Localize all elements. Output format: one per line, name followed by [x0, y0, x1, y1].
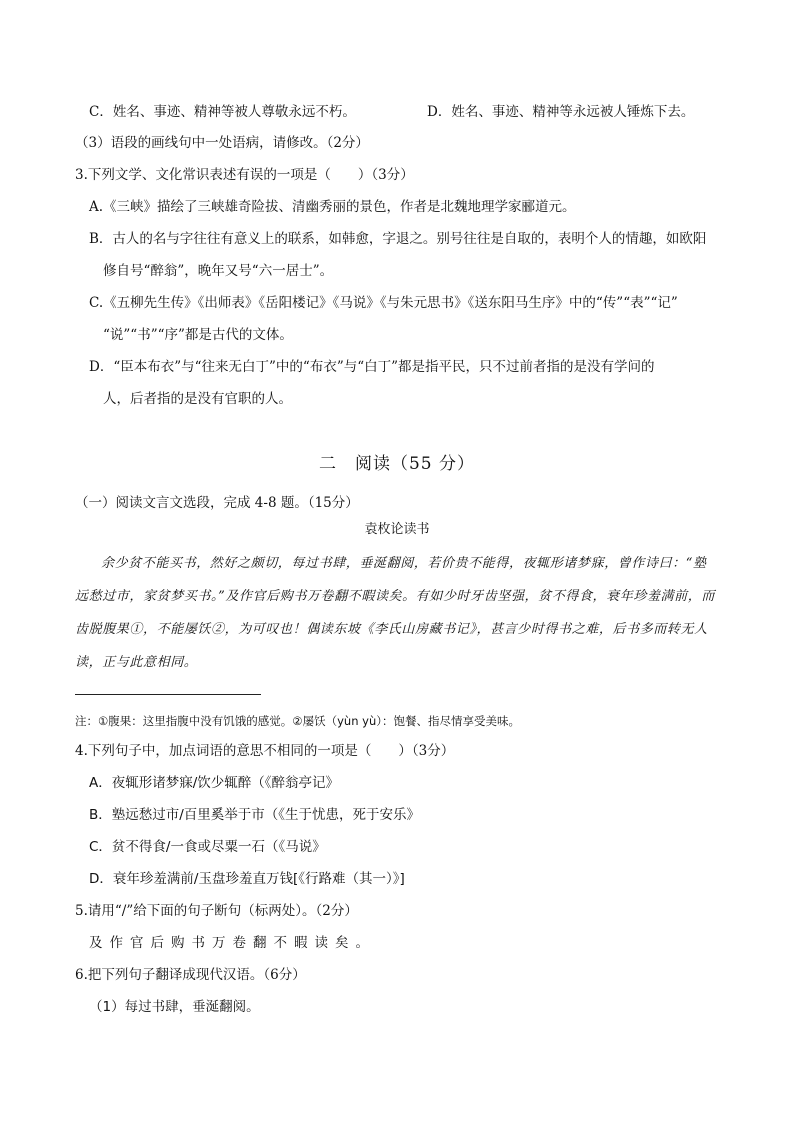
q2-sub-question-3: （3）语段的画线句中一处语病，请修改。（2分） [75, 135, 369, 151]
q4-option-a: A．夜辄形诸梦寐/饮少辄醉（《醉翁亭记》 [89, 775, 340, 791]
q3-option-c-line2: “说”“书”“序”都是古代的文体。 [103, 327, 293, 343]
classical-passage: 余少贫不能买书，然好之颇切，每过书肆，垂涎翻阅，若价贵不能得，夜辄形诸梦寐，曾作诗曰：“塾远愁过市，家贫梦买书。”及作官后购书万卷翻不暇读矣。有如少时牙齿坚强，贫不得食，衰年珍羞满前，而齿脱腹果①，不能屡饫②，为可叹也！偶读东坡《李氏山房藏书记》，甚言少时得书之难，后书多而转无人读，正与此意相同。 [75, 556, 715, 670]
q6-sub-question-1: （1）每过书肆，垂涎翻阅。 [89, 999, 260, 1015]
q4-option-d: D．衰年珍羞满前/玉盘珍羞直万钱[《行路难（其一）》] [89, 871, 405, 887]
q6-stem: 6.把下列句子翻译成现代汉语。（6分） [75, 967, 306, 983]
q3-stem: 3.下列文学、文化常识表述有误的一项是（ ）（3分） [75, 167, 414, 183]
q2-option-c: C．姓名、事迹、精神等被人尊敬永远不朽。 [89, 104, 356, 120]
q3-option-d-line1: D．“臣本布衣”与“往来无白丁”中的“布衣”与“白丁”都是指平民，只不过前者指的是没有学问的 [89, 359, 655, 375]
q4-option-b: B．塾远愁过市/百里奚举于市（《生于忧患，死于安乐》 [89, 807, 421, 823]
q3-option-b-line2: 修自号“醉翁”，晚年又号“六一居士”。 [103, 263, 334, 279]
q2-option-d: D．姓名、事迹、精神等永远被人锤炼下去。 [427, 104, 695, 120]
q3-option-b-line1: B．古人的名与字往往有意义上的联系，如韩愈，字退之。别号往往是自取的，表明个人的情趣，如欧阳 [89, 231, 707, 247]
q5-sentence: 及作官后购书万卷翻不暇读矣。 [89, 935, 376, 951]
section-heading: 二 阅读（55 分） [318, 454, 476, 474]
q4-option-c: C．贫不得食/一食或尽粟一石（《马说》 [89, 839, 326, 855]
q3-option-c-line1: C.《五柳先生传》《出师表》《岳阳楼记》《马说》《与朱元思书》《送东阳马生序》中的“传”“表”“记” [89, 295, 678, 311]
passage-title: 袁枚论读书 [364, 522, 430, 537]
q5-stem: 5.请用“/”给下面的句子断句（标两处）。（2分） [75, 903, 358, 919]
q4-stem: 4.下列句子中，加点词语的意思不相同的一项是（ ）（3分） [75, 743, 455, 759]
q3-option-a: A.《三峡》描绘了三峡雄奇险拔、清幽秀丽的景色，作者是北魏地理学家郦道元。 [89, 199, 576, 215]
passage-intro: （一）阅读文言文选段，完成 4-8 题。（15分） [75, 495, 359, 511]
footnote: 注：①腹果：这里指腹中没有饥饿的感觉。②屡饫（yùn yù）：饱餐、指尽情享受美味。 [75, 714, 520, 728]
footnote-rule [75, 694, 261, 695]
q3-option-d-line2: 人，后者指的是没有官职的人。 [103, 391, 292, 407]
